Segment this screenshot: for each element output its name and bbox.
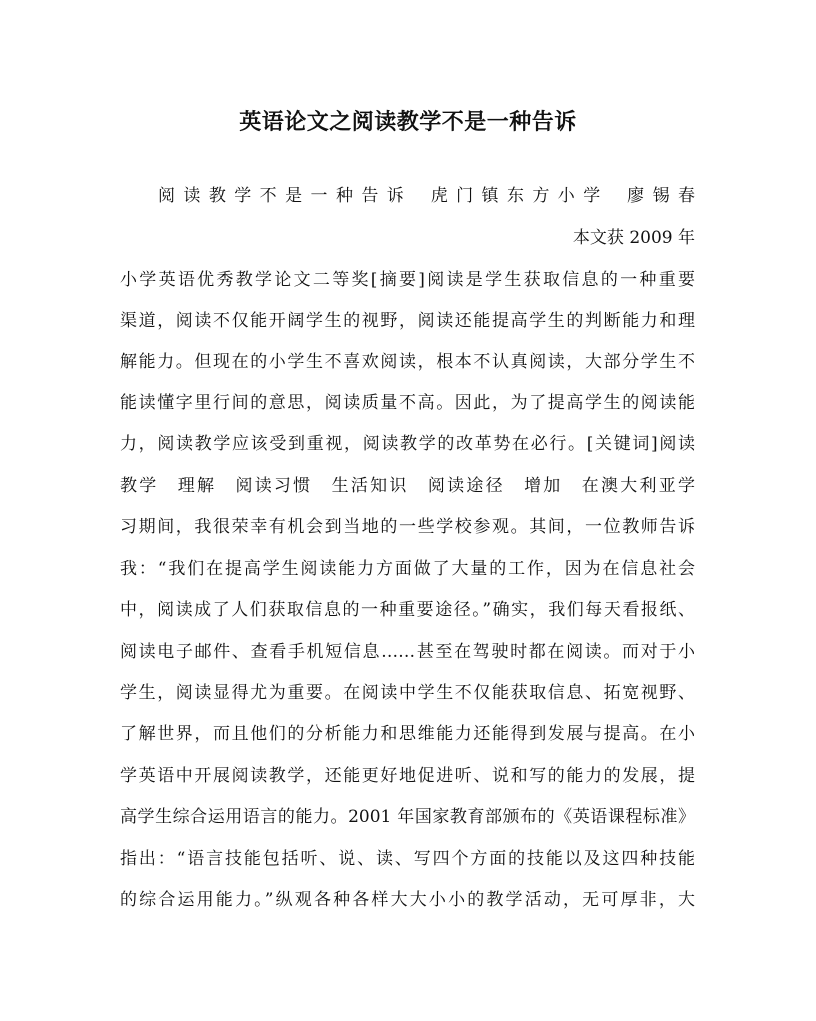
paragraph-line: 小学英语优秀教学论文二等奖[摘要]阅读是学生获取信息的一种重要	[120, 270, 695, 290]
paragraph-line: 解能力。但现在的小学生不喜欢阅读，根本不认真阅读，大部分学生不	[120, 352, 695, 372]
byline: 阅 读 教 学 不 是 一 种 告 诉 虎 门 镇 东 方 小 学 廖 锡 春	[158, 186, 695, 206]
paragraph-line: 习期间，我很荣幸有机会到当地的一些学校参观。其间，一位教师告诉	[120, 517, 695, 537]
paragraph-line: 指出：“语言技能包括听、说、读、写四个方面的技能以及这四种技能	[120, 849, 695, 869]
keywords-line: 教学 理解 阅读习惯 生活知识 阅读途径 增加 在澳大利亚学	[120, 476, 695, 496]
paragraph-line: 阅读电子邮件、查看手机短信息……甚至在驾驶时都在阅读。而对于小	[120, 642, 695, 662]
paragraph-line: 高学生综合运用语言的能力。2001 年国家教育部颁布的《英语课程标准》	[120, 807, 695, 827]
paragraph-line: 学生，阅读显得尤为重要。在阅读中学生不仅能获取信息、拓宽视野、	[120, 683, 695, 703]
paragraph-line: 的综合运用能力。”纵观各种各样大大小小的教学活动，无可厚非，大	[120, 890, 695, 910]
paragraph-line: 我：“我们在提高学生阅读能力方面做了大量的工作，因为在信息社会	[120, 559, 695, 579]
paragraph-line: 力，阅读教学应该受到重视，阅读教学的改革势在必行。[关键词]阅读	[120, 434, 695, 454]
document-title: 英语论文之阅读教学不是一种告诉	[239, 109, 577, 135]
paragraph-line: 渠道，阅读不仅能开阔学生的视野，阅读还能提高学生的判断能力和理	[120, 311, 695, 331]
paragraph-line: 学英语中开展阅读教学，还能更好地促进听、说和写的能力的发展，提	[120, 766, 695, 786]
award-line: 本文获 2009 年	[572, 228, 695, 248]
paragraph-line: 能读懂字里行间的意思，阅读质量不高。因此，为了提高学生的阅读能	[120, 393, 695, 413]
paragraph-line: 了解世界，而且他们的分析能力和思维能力还能得到发展与提高。在小	[120, 724, 695, 744]
paragraph-line: 中，阅读成了人们获取信息的一种重要途径。”确实，我们每天看报纸、	[120, 600, 695, 620]
